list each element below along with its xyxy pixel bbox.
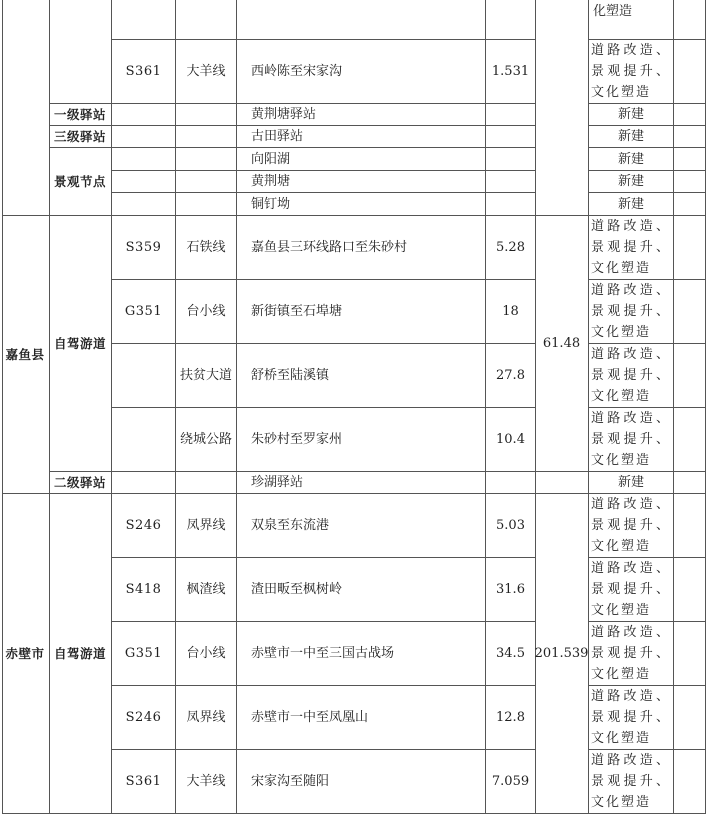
- road-section: 西岭陈至宋家沟: [251, 64, 343, 79]
- table-rule: [2, 813, 706, 814]
- road-name: 台小线: [186, 304, 226, 319]
- road-section: 宋家沟至随阳: [251, 774, 330, 789]
- construction-content: 道路改造、景观提升、文化塑造: [591, 689, 671, 746]
- road-length: 18: [502, 304, 519, 319]
- construction-content: 新建: [617, 107, 644, 122]
- road-code: S361: [125, 774, 162, 789]
- construction-content: 化塑造: [593, 4, 633, 19]
- road-code: G351: [124, 646, 163, 661]
- category-level3-station: 三级驿站: [53, 128, 106, 144]
- road-name: 台小线: [186, 646, 226, 661]
- construction-content: 道路改造、景观提升、文化塑造: [591, 283, 671, 340]
- construction-content: 新建: [617, 475, 644, 490]
- road-section: 双泉至东流港: [251, 518, 330, 533]
- construction-content: 新建: [617, 129, 644, 144]
- road-section: 舒桥至陆溪镇: [251, 368, 330, 383]
- road-section: 古田驿站: [251, 129, 304, 144]
- construction-content: 道路改造、景观提升、文化塑造: [591, 625, 671, 682]
- road-name: 大羊线: [186, 64, 226, 79]
- category-self-drive-chibi: 自驾游道: [53, 645, 106, 661]
- road-section: 向阳湖: [251, 151, 291, 167]
- road-length: 5.03: [496, 518, 525, 533]
- road-section: 赤壁市一中至凤凰山: [251, 710, 369, 725]
- road-code: S246: [125, 710, 162, 725]
- category-self-drive-jiayu: 自驾游道: [53, 335, 106, 351]
- category-level1-station: 一级驿站: [53, 106, 106, 122]
- road-section: 嘉鱼县三环线路口至朱砂村: [251, 240, 408, 255]
- total-length-chibi: 201.539: [534, 645, 589, 661]
- construction-content: 新建: [617, 174, 644, 189]
- road-section: 铜钉坳: [251, 196, 291, 212]
- construction-content: 新建: [617, 151, 644, 167]
- construction-content: 道路改造、景观提升、文化塑造: [591, 411, 671, 468]
- road-section: 珍湖驿站: [251, 475, 304, 490]
- road-name: 枫渣线: [186, 582, 226, 597]
- road-name: 凤界线: [186, 518, 226, 533]
- construction-content: 道路改造、景观提升、文化塑造: [591, 219, 671, 276]
- road-section: 朱砂村至罗家州: [251, 432, 343, 447]
- road-name: 扶贫大道: [179, 368, 232, 383]
- category-level2-station: 二级驿站: [53, 474, 106, 490]
- road-name: 绕城公路: [179, 432, 232, 447]
- road-section: 赤壁市一中至三国古战场: [251, 646, 395, 661]
- county-jiayu: 嘉鱼县: [5, 346, 45, 362]
- road-code: S361: [125, 64, 162, 79]
- road-section: 新街镇至石埠塘: [251, 304, 343, 319]
- road-length: 31.6: [496, 582, 525, 597]
- road-code: S246: [125, 518, 162, 533]
- construction-content: 新建: [617, 196, 644, 212]
- road-length: 12.8: [496, 710, 525, 725]
- road-length: 5.28: [496, 240, 525, 255]
- road-section: 黄荆塘驿站: [251, 107, 317, 122]
- road-section: 黄荆塘: [251, 174, 291, 189]
- county-chibi: 赤壁市: [5, 645, 45, 661]
- construction-content: 道路改造、景观提升、文化塑造: [591, 43, 671, 100]
- road-name: 凤界线: [186, 710, 226, 725]
- category-scenic-nodes: 景观节点: [53, 173, 106, 189]
- road-name: 石铁线: [186, 240, 226, 255]
- road-length: 1.531: [491, 64, 530, 79]
- road-length: 34.5: [496, 646, 525, 661]
- road-length: 7.059: [491, 774, 530, 789]
- road-name: 大羊线: [186, 774, 226, 789]
- total-length-jiayu: 61.48: [542, 335, 581, 351]
- road-section: 渣田畈至枫树岭: [251, 582, 343, 597]
- road-code: S418: [125, 582, 162, 597]
- road-length: 27.8: [496, 368, 525, 383]
- road-length: 10.4: [496, 432, 525, 447]
- construction-content: 道路改造、景观提升、文化塑造: [591, 561, 671, 618]
- road-code: S359: [125, 240, 162, 255]
- construction-content: 道路改造、景观提升、文化塑造: [591, 347, 671, 404]
- construction-content: 道路改造、景观提升、文化塑造: [591, 753, 671, 810]
- road-code: G351: [124, 304, 163, 319]
- construction-content: 道路改造、景观提升、文化塑造: [591, 497, 671, 554]
